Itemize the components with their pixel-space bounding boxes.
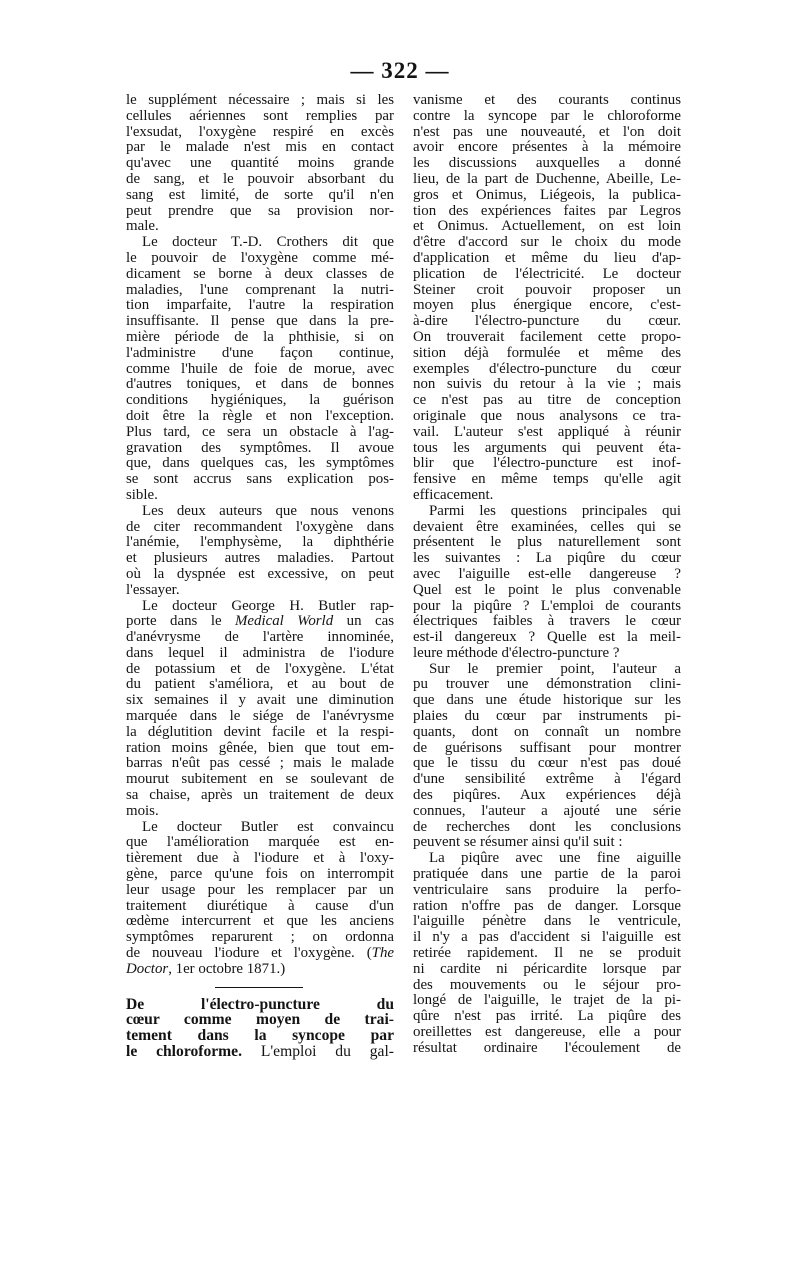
text-line	[413, 140, 681, 156]
line-text: male.	[126, 218, 159, 235]
line-text: cœur comme moyen de trai-	[126, 1011, 394, 1029]
text-line	[126, 330, 394, 346]
text-line	[126, 599, 394, 615]
line-text: Parmi les questions principales qui	[429, 502, 681, 519]
text-line	[126, 677, 394, 693]
italic-text: Doctor	[126, 960, 169, 977]
text-line	[413, 314, 681, 330]
text-line	[413, 346, 681, 362]
line-text: traitement diurétique à cause d'un	[126, 897, 394, 914]
line-text: gène, parce qu'une fois on interrompit	[126, 866, 394, 883]
text-line	[413, 267, 681, 283]
text-line	[413, 188, 681, 204]
line-text: et plusieurs autres maladies. Partout	[126, 550, 394, 567]
text-line	[126, 393, 394, 409]
line-text: dans lequel il administra de l'iodure	[126, 644, 394, 661]
text-line	[126, 456, 394, 472]
text-line	[413, 488, 681, 504]
line-text: où la dyspnée est excessive, on peut	[126, 565, 394, 582]
text-line	[413, 693, 681, 709]
text-line	[413, 93, 681, 109]
line-text: que l'amélioration marquée est en-	[126, 834, 394, 851]
text-line	[413, 772, 681, 788]
text-line	[126, 377, 394, 393]
line-text: de citer recommandent l'oxygène dans	[126, 518, 394, 535]
line-text: On trouverait facilement cette propo-	[413, 328, 681, 345]
line-text: peut prendre que sa provision nor-	[126, 202, 394, 219]
line-text: résultat ordinaire l'écoulement de	[413, 1039, 681, 1056]
line-text: porte dans le	[126, 613, 236, 630]
line-text: peuvent se résumer ainsi qu'il suit :	[413, 834, 623, 851]
italic-text: Medical World	[235, 613, 334, 630]
text-line	[413, 330, 681, 346]
line-text: marquée dans le siége de l'anévrysme	[126, 708, 394, 725]
text-line	[126, 551, 394, 567]
line-text: leur usage pour les remplacer par un	[126, 881, 394, 898]
line-text: l'aiguille pénètre dans le ventricule,	[413, 913, 681, 930]
line-text: n'est pas une nouveauté, et l'on doit	[413, 123, 681, 140]
section-heading-line	[126, 1012, 394, 1028]
text-line	[126, 188, 394, 204]
text-line	[126, 851, 394, 867]
text-line	[413, 962, 681, 978]
text-line	[413, 472, 681, 488]
text-line	[413, 298, 681, 314]
line-text: six semaines il y avait une diminution	[126, 692, 394, 709]
text-line	[413, 741, 681, 757]
line-text: ration n'offre pas de danger. Lorsque	[413, 897, 681, 914]
line-text: tement dans la syncope par	[126, 1027, 394, 1045]
line-text: l'administre d'une façon continue,	[126, 344, 394, 361]
text-line	[413, 441, 681, 457]
text-line	[126, 441, 394, 457]
text-line	[413, 662, 681, 678]
line-text: plaies du cœur par instruments pi-	[413, 708, 681, 725]
text-line	[413, 235, 681, 251]
section-heading-line	[126, 997, 394, 1013]
text-line	[126, 804, 394, 820]
line-text: d'application et même du lieu d'ap-	[413, 249, 681, 266]
text-line	[413, 788, 681, 804]
text-line	[413, 393, 681, 409]
text-line	[413, 456, 681, 472]
text-line	[126, 251, 394, 267]
line-text: connues, l'auteur a ajouté une série	[413, 802, 681, 819]
line-tail-text: un cas	[333, 613, 394, 630]
line-text: des piqûres. Aux expériences déjà	[413, 787, 681, 804]
text-line	[413, 1041, 681, 1057]
line-text: sition déjà formulée et même des	[413, 344, 681, 361]
line-text: que le tissu du cœur n'est pas doué	[413, 755, 681, 772]
line-text: de sang, et le pouvoir absorbant du	[126, 170, 394, 187]
line-text: efficacement.	[413, 486, 494, 503]
line-text: comme l'huile de foie de morue, avec	[126, 360, 394, 377]
line-text: électriques faibles à travers le cœur	[413, 613, 681, 630]
line-text: doit être la règle et non l'exception.	[126, 407, 394, 424]
text-line	[413, 899, 681, 915]
line-text: Plus tard, ce sera un obstacle à l'ag-	[126, 423, 394, 440]
line-text: oreillettes est dangereuse, elle a pour	[413, 1024, 681, 1041]
text-line	[126, 472, 394, 488]
text-line	[126, 693, 394, 709]
text-line	[126, 314, 394, 330]
text-line	[126, 772, 394, 788]
line-text: ventriculaire sans produire la perfo-	[413, 881, 681, 898]
text-line	[126, 125, 394, 141]
text-line	[126, 172, 394, 188]
line-text: avec l'aiguille est-elle dangereuse ?	[413, 565, 681, 582]
line-text: d'une sensibilité extrême à l'égard	[413, 771, 681, 788]
line-text: longé de l'aiguille, le trajet de la pi-	[413, 992, 681, 1009]
text-line	[126, 156, 394, 172]
line-text: sible.	[126, 486, 158, 503]
line-text: tièrement due à l'iodure et à l'oxy-	[126, 850, 394, 867]
line-text: pu trouver une démonstration clini-	[413, 676, 681, 693]
text-line	[126, 267, 394, 283]
line-text: Quel est le point le plus convenable	[413, 581, 681, 598]
line-text: de nouveau l'iodure et l'oxygène. (	[126, 945, 372, 962]
line-text: gravation des symptômes. Il avoue	[126, 439, 394, 456]
line-text: insuffisante. Il pense que dans la pre-	[126, 313, 394, 330]
line-text: mois.	[126, 802, 159, 819]
line-text: est-il dangereux ? Quelle est la meil-	[413, 629, 681, 646]
section-heading-line	[126, 1028, 394, 1044]
line-text: mière période de la phthisie, si on	[126, 328, 394, 345]
page-number: — 322 —	[350, 58, 450, 83]
line-text: vail. L'auteur s'est appliqué à réunir	[413, 423, 681, 440]
text-line	[413, 867, 681, 883]
line-text: la déglutition devint facile et la respi-	[126, 723, 394, 740]
line-text: lieu, de la part de Duchenne, Abeille, Le-	[413, 170, 681, 187]
line-text: mourut subitement en se soulevant de	[126, 771, 394, 788]
section-divider	[215, 987, 303, 988]
text-line	[126, 204, 394, 220]
text-line	[413, 883, 681, 899]
line-text: de guérisons suffisant pour montrer	[413, 739, 681, 756]
text-line	[413, 725, 681, 741]
text-line	[126, 535, 394, 551]
line-text: pour la piqûre ? L'emploi de courants	[413, 597, 681, 614]
line-text: Le docteur George H. Butler rap-	[142, 597, 394, 614]
text-line	[126, 362, 394, 378]
line-text: l'exsudat, l'oxygène respiré en excès	[126, 123, 394, 140]
text-line	[126, 219, 394, 235]
text-line	[126, 946, 394, 962]
line-text: ration moins gênée, bien que tout em-	[126, 739, 394, 756]
italic-text: The	[371, 945, 394, 962]
line-text: originale que nous analysons ce tra-	[413, 407, 681, 424]
line-text: de recherches dont les conclusions	[413, 818, 681, 835]
section-heading-line	[126, 1044, 394, 1060]
text-line	[413, 646, 681, 662]
line-text: présentent le plus naturellement sont	[413, 534, 681, 551]
text-line	[126, 756, 394, 772]
text-line	[126, 140, 394, 156]
line-text: du patient s'améliora, et au bout de	[126, 676, 394, 693]
text-line	[126, 835, 394, 851]
line-text: La piqûre avec une fine aiguille	[429, 850, 681, 867]
text-line	[126, 725, 394, 741]
text-line	[126, 93, 394, 109]
line-text: par le malade n'est mis en contact	[126, 139, 394, 156]
line-text: ni cardite ni péricardite lorsque par	[413, 960, 681, 977]
right-column	[413, 93, 681, 1057]
left-column	[126, 93, 394, 1060]
text-line	[413, 614, 681, 630]
text-line	[413, 520, 681, 536]
line-text: Steiner croit pouvoir proposer un	[413, 281, 681, 298]
line-text: à-dire l'électro-puncture du cœur.	[413, 313, 681, 330]
line-text: fensive en même temps qu'elle agit	[413, 471, 681, 488]
line-text: Le docteur Butler est convaincu	[142, 818, 394, 835]
text-line	[126, 962, 394, 978]
line-text: exemples d'électro-puncture du cœur	[413, 360, 681, 377]
text-line	[413, 251, 681, 267]
text-line	[413, 804, 681, 820]
text-line	[126, 646, 394, 662]
text-line	[413, 930, 681, 946]
text-line	[126, 614, 394, 630]
line-text: les suivantes : La piqûre du cœur	[413, 550, 681, 567]
line-text: se sont accrus sans explication pos-	[126, 471, 394, 488]
line-text: qûre n'est pas irrité. La piqûre des	[413, 1008, 681, 1025]
line-text: non suivis du retour à la vie ; mais	[413, 376, 681, 393]
text-line	[126, 109, 394, 125]
line-tail-text: L'emploi du gal-	[241, 1043, 394, 1061]
line-text: dicament se borne à deux classes de	[126, 265, 394, 282]
line-text: blir que l'électro-puncture est inof-	[413, 455, 681, 472]
line-text: ce n'est pas au titre de conception	[413, 392, 681, 409]
text-line	[413, 504, 681, 520]
line-text: cellules aériennes sont remplies par	[126, 107, 394, 124]
line-text: gros et Onimus, Liégeois, la publica-	[413, 186, 681, 203]
line-text: et Onimus. Actuellement, on est loin	[413, 218, 681, 235]
text-line	[413, 409, 681, 425]
line-text: barras n'eût pas cessé ; mais le malade	[126, 755, 394, 772]
text-line	[413, 172, 681, 188]
text-line	[126, 820, 394, 836]
line-text: plication de l'électricité. Le docteur	[413, 265, 681, 282]
text-line	[126, 409, 394, 425]
text-line	[126, 709, 394, 725]
text-line	[413, 993, 681, 1009]
line-text: quants, dont on connaît un nombre	[413, 723, 681, 740]
line-text: que dans une étude historique sur les	[413, 692, 681, 709]
text-line	[413, 820, 681, 836]
text-line	[126, 520, 394, 536]
line-text: des mouvements ou le séjour pro-	[413, 976, 681, 993]
text-line	[413, 1009, 681, 1025]
text-line	[413, 851, 681, 867]
line-text: pratiquée dans une partie de la paroi	[413, 866, 681, 883]
text-line	[413, 978, 681, 994]
line-text: vanisme et des courants continus	[413, 92, 681, 108]
text-line	[413, 1025, 681, 1041]
line-text: tion imparfaite, l'autre la respiration	[126, 297, 394, 314]
text-line	[413, 125, 681, 141]
line-text: qu'avec une quantité moins grande	[126, 155, 394, 172]
line-text: symptômes reparurent ; on ordonna	[126, 929, 394, 946]
line-text: devaient être examinées, celles qui se	[413, 518, 681, 535]
line-text: l'anémie, l'emphysème, la diphthérie	[126, 534, 394, 551]
text-line	[413, 756, 681, 772]
text-line	[413, 914, 681, 930]
line-text: que, dans quelques cas, les symptômes	[126, 455, 394, 472]
text-line	[126, 867, 394, 883]
line-text: il n'y a pas d'accident si l'aiguille est	[413, 929, 681, 946]
text-line	[413, 551, 681, 567]
line-text: avoir encore présentes à la mémoire	[413, 139, 681, 156]
line-text: œdème intercurrent et que les anciens	[126, 913, 394, 930]
line-text: le pouvoir de l'oxygène comme mé-	[126, 249, 394, 266]
text-line	[413, 599, 681, 615]
text-line	[126, 899, 394, 915]
line-text: le chloroforme.	[126, 1043, 242, 1061]
text-line	[413, 109, 681, 125]
line-text: leure méthode d'électro-puncture ?	[413, 644, 620, 661]
line-text: d'anévrysme de l'artère innominée,	[126, 629, 394, 646]
text-line	[413, 219, 681, 235]
line-text: sang est limité, de sorte qu'il n'en	[126, 186, 394, 203]
line-text: maladies, l'une comprenant la nutri-	[126, 281, 394, 298]
text-line	[413, 835, 681, 851]
text-line	[126, 567, 394, 583]
line-text: l'essayer.	[126, 581, 180, 598]
text-line	[413, 425, 681, 441]
text-line	[126, 788, 394, 804]
line-text: Le docteur T.-D. Crothers dit que	[142, 234, 394, 251]
text-line	[413, 283, 681, 299]
line-text: moyen plus énergique encore, c'est-	[413, 297, 681, 314]
text-line	[126, 930, 394, 946]
text-line	[126, 883, 394, 899]
line-text: contre la syncope par le chloroforme	[413, 107, 681, 124]
line-text: d'autres toniques, et dans de bonnes	[126, 376, 394, 393]
text-line	[126, 488, 394, 504]
text-line	[126, 504, 394, 520]
text-line	[413, 630, 681, 646]
text-line	[126, 662, 394, 678]
text-line	[413, 535, 681, 551]
text-line	[126, 298, 394, 314]
line-text: sa chaise, après un traitement de deux	[126, 787, 394, 804]
line-text: d'être d'accord sur le choix du mode	[413, 234, 681, 251]
line-text: de potassium et de l'oxygène. L'état	[126, 660, 394, 677]
line-text: Sur le premier point, l'auteur a	[429, 660, 681, 677]
line-text: De l'électro-puncture du	[126, 995, 394, 1013]
line-text: Les deux auteurs que nous venons	[142, 502, 394, 519]
text-line	[126, 630, 394, 646]
text-line	[413, 567, 681, 583]
text-line	[413, 362, 681, 378]
line-text: conditions hygiéniques, la guérison	[126, 392, 394, 409]
text-line	[413, 204, 681, 220]
text-line	[126, 235, 394, 251]
text-line	[126, 283, 394, 299]
text-line	[126, 346, 394, 362]
text-line	[413, 709, 681, 725]
line-text: tous les arguments qui peuvent éta-	[413, 439, 681, 456]
line-text: retirée rapidement. Il ne se produit	[413, 945, 681, 962]
text-line	[413, 377, 681, 393]
line-text: le supplément nécessaire ; mais si les	[126, 92, 394, 108]
text-line	[126, 741, 394, 757]
text-line	[413, 583, 681, 599]
text-line	[126, 583, 394, 599]
line-text: les discussions auxquelles a donné	[413, 155, 681, 172]
text-line	[126, 914, 394, 930]
text-line	[413, 156, 681, 172]
text-line	[413, 677, 681, 693]
text-line	[413, 946, 681, 962]
text-line	[126, 425, 394, 441]
line-text: tion des expériences faites par Legros	[413, 202, 681, 219]
line-tail-text: , 1er octobre 1871.)	[168, 960, 286, 977]
